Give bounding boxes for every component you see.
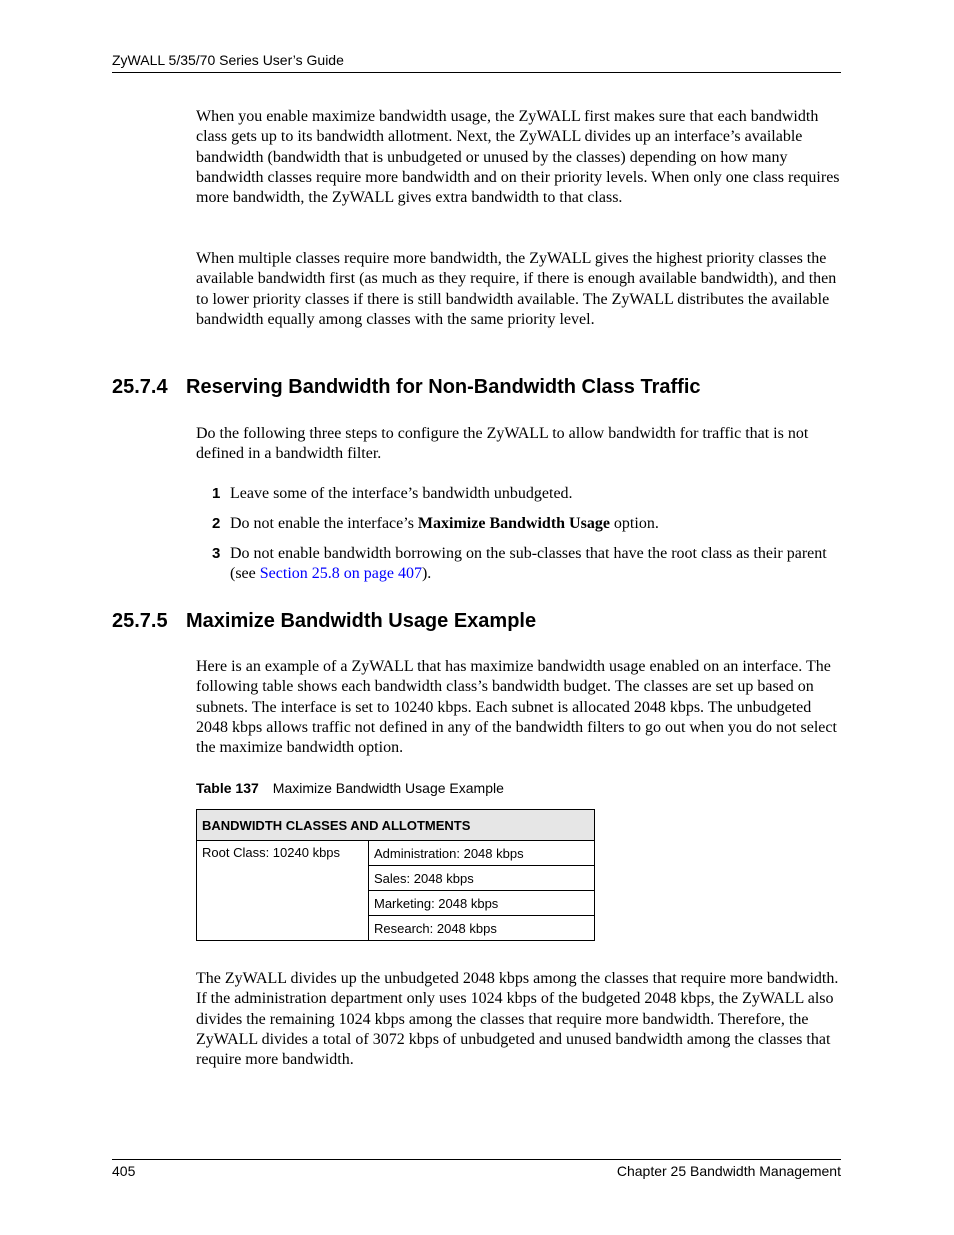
step-number: 3: [212, 545, 221, 562]
header-rule: [112, 72, 841, 73]
step-number: 1: [212, 485, 221, 502]
step-item-1: [212, 484, 841, 504]
section-cross-reference-link[interactable]: Section 25.8 on page 407: [259, 565, 422, 583]
running-header: ZyWALL 5/35/70 Series User’s Guide: [112, 52, 344, 68]
section-title: Maximize Bandwidth Usage Example: [186, 610, 537, 632]
intro-paragraph-1: When you enable maximize bandwidth usage, the ZyWALL first makes sure that each bandwidth class gets up to its bandwidth allotment. Next, the ZyWALL divides up an interface’s available bandwidth (bandwidth that is unbudgeted or unused by the classes) depending on how many bandwidth classes require more bandwidth and on their priority levels. When only one class requires more bandwidth, the ZyWALL gives extra bandwidth to that class.: [196, 108, 840, 207]
reserve-intro-paragraph: Do the following three steps to configure the ZyWALL to allow bandwidth for traffic that is not defined in a bandwidth filter.: [196, 425, 809, 463]
table-cell: Sales: 2048 kbps: [369, 866, 595, 891]
footer-rule: [112, 1159, 841, 1160]
step-text: Do not enable the interface’s Maximize Bandwidth Usage option.: [230, 515, 659, 532]
table-header-row: [197, 810, 595, 841]
step-item-3: [212, 544, 841, 585]
closing-paragraph: The ZyWALL divides up the unbudgeted 2048 kbps among the classes that require more bandwidth. If the administration department only uses 1024 kbps of the budgeted 2048 kbps, the ZyWALL also divides the remaining 1024 kbps among the classes that require more bandwidth. Therefore, the ZyWALL divides a total of 3072 kbps of unbudgeted and unused bandwidth among the classes that require more bandwidth.: [196, 970, 839, 1069]
table-cell: Administration: 2048 kbps: [369, 841, 595, 866]
section-number: 25.7.5: [112, 610, 168, 632]
table-header-cell: BANDWIDTH CLASSES AND ALLOTMENTS: [197, 810, 595, 841]
section-heading-reserving: [112, 376, 701, 399]
chapter-title: Chapter 25 Bandwidth Management: [616, 1163, 841, 1179]
example-intro-paragraph: Here is an example of a ZyWALL that has maximize bandwidth usage enabled on an interface. The following table shows each bandwidth class’s bandwidth budget. The classes are set up based on subnets. The interface is set to 10240 kbps. Each subnet is allocated 2048 kbps. The unbudgeted 2048 kbps allows traffic not defined in any of the bandwidth filters to go out when you do not select the maximize bandwidth option.: [196, 658, 837, 757]
root-class-cell: Root Class: 10240 kbps: [197, 841, 369, 941]
ui-option-name: Maximize Bandwidth Usage: [417, 515, 610, 532]
step-text: Leave some of the interface’s bandwidth unbudgeted.: [230, 485, 573, 502]
step-item-2: [212, 514, 841, 534]
intro-paragraph-2: When multiple classes require more bandwidth, the ZyWALL gives the highest priority classes the available bandwidth first (as much as they require, if there is enough available bandwidth), and then to lower priority classes if there is still bandwidth available. The ZyWALL distributes the available bandwidth equally among classes with the same priority level.: [196, 250, 837, 328]
step-number: 2: [212, 515, 221, 532]
table-caption: [196, 780, 504, 796]
section-heading-example: [112, 610, 536, 633]
table-title: Maximize Bandwidth Usage Example: [272, 780, 504, 796]
table-cell: Marketing: 2048 kbps: [369, 891, 595, 916]
step-text: Do not enable bandwidth borrowing on the sub-classes that have the root class as their parent (see Section 25.8 on page 407).: [230, 545, 827, 583]
section-title: Reserving Bandwidth for Non-Bandwidth Class Traffic: [186, 376, 701, 398]
table-row: [197, 841, 595, 866]
section-number: 25.7.4: [112, 376, 168, 398]
table-number: Table 137: [196, 780, 259, 796]
table-cell: Research: 2048 kbps: [369, 916, 595, 941]
bandwidth-allotment-table: [196, 809, 595, 941]
page-number: 405: [112, 1163, 136, 1179]
